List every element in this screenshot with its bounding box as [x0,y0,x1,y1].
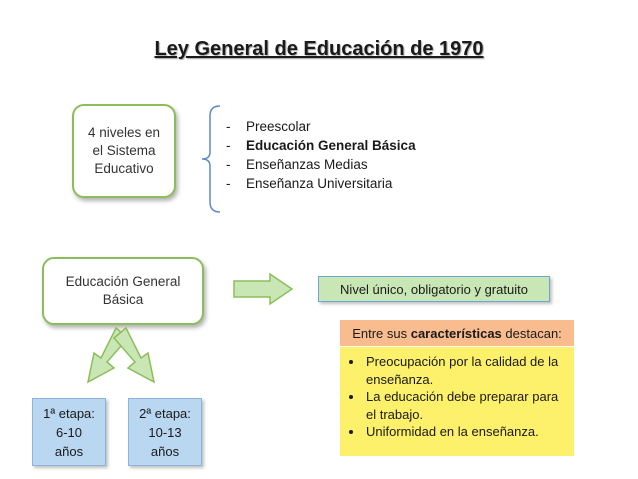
etapa-1-box: 1ª etapa: 6-10 años [32,398,106,466]
levels-list [226,117,416,193]
egb-box [42,257,204,325]
list-item: • Uniformidad en la enseñanza. [364,423,568,441]
list-item: • Preocupación por la calidad de la enseñanza. [364,353,568,388]
features-box [340,347,574,456]
egb-box-line: Básica [102,292,144,307]
list-item: - Educación General Básica [226,138,416,153]
down-right-arrow-icon [112,326,162,388]
etapa-2-box: 2ª etapa: 10-13 años [128,398,202,466]
levels-box-line: Educativo [94,161,154,176]
levels-box-line: el Sistema [92,143,156,158]
nivel-box: Nivel único, obligatorio y gratuito [318,276,550,302]
list-item: • La educación debe preparar para el trabajo. [364,388,568,423]
egb-box-line: Educación General [65,274,181,289]
list-item: - Enseñanza Universitaria [226,176,393,191]
right-arrow-icon [232,272,294,306]
page-title: Ley General de Educación de 1970 [154,38,484,60]
levels-box [72,104,176,198]
list-item: - Enseñanzas Medias [226,157,368,172]
features-header: Entre sus características destacan: [340,320,574,346]
list-item: - Preescolar [226,119,311,134]
levels-box-line: 4 niveles en [87,125,161,140]
bracket [200,104,224,214]
